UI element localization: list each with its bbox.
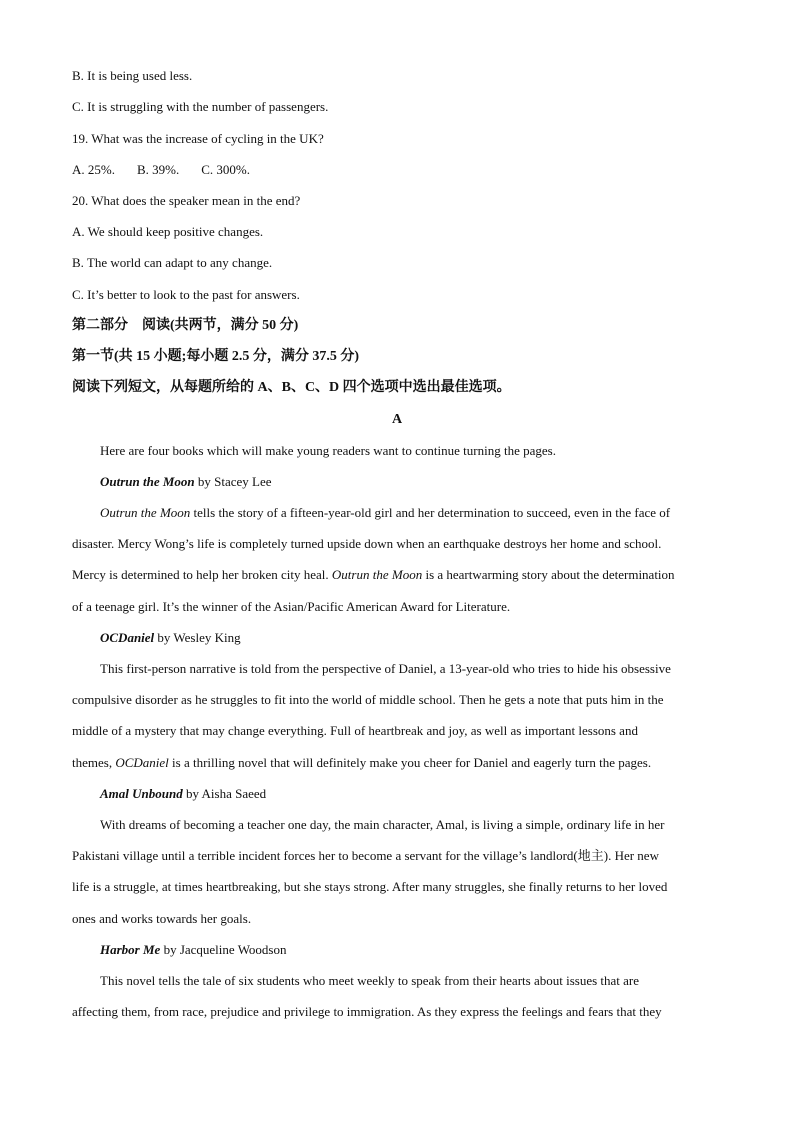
- part2-heading: 第二部分 阅读(共两节，满分 50 分): [72, 318, 299, 333]
- book1-line4: of a teenage girl. It’s the winner of the Asian/Pacific American Award for Literature.: [72, 599, 511, 614]
- passage-intro: Here are four books which will make young readers want to continue turning the pages.: [100, 443, 556, 458]
- q19-option-b: B. 39%.: [136, 162, 180, 177]
- book1-line3-text-b: is a heartwarming story about the determination: [422, 567, 675, 582]
- section1-heading: 第一节(共 15 小题;每小题 2.5 分，满分 37.5 分): [72, 349, 359, 364]
- book1-line3-text-a: Mercy is determined to help her broken city heal.: [72, 567, 332, 582]
- book3-author: by Aisha Saeed: [182, 786, 267, 801]
- book2-line1: This first-person narrative is told from the perspective of Daniel, a 13-year-old who tries to hide his obsessive: [100, 661, 671, 676]
- book4-line2: affecting them, from race, prejudice and privilege to immigration. As they express the feelings and fears that they: [72, 1004, 662, 1019]
- book1-line3-title: Outrun the Moon: [331, 567, 423, 582]
- book3-line1: With dreams of becoming a teacher one day, the main character, Amal, is living a simple, ordinary life in her: [100, 817, 665, 832]
- book3-heading: [100, 785, 722, 803]
- book2-line4-text-a: themes,: [72, 755, 116, 770]
- q19-option-a: A. 25%.: [72, 162, 115, 177]
- book1-line1-text: tells the story of a fifteen-year-old girl and her determination to succeed, even in the face of: [190, 505, 671, 520]
- book2-line2: compulsive disorder as he struggles to fit into the world of middle school. Then he gets a note that puts him in the: [72, 692, 664, 707]
- q19-question: 19. What was the increase of cycling in the UK?: [72, 131, 324, 146]
- book1-line1: [100, 504, 722, 522]
- q19-option-c: C. 300%.: [201, 162, 250, 177]
- book3-line2: Pakistani village until a terrible incident forces her to become a servant for the village’s landlord(地主). Her new: [72, 848, 659, 863]
- book1-line2: disaster. Mercy Wong’s life is completely turned upside down when an earthquake destroys her home and school.: [72, 536, 662, 551]
- q18-option-c: C. It is struggling with the number of passengers.: [72, 99, 329, 114]
- book4-author: by Jacqueline Woodson: [160, 942, 287, 957]
- book1-author: by Stacey Lee: [194, 474, 272, 489]
- reading-instruction: 阅读下列短文，从每题所给的 A、B、C、D 四个选项中选出最佳选项。: [72, 380, 511, 395]
- book3-line4: ones and works towards her goals.: [72, 911, 252, 926]
- book2-line3: middle of a mystery that may change everything. Full of heartbreak and joy, as well as important lessons and: [72, 723, 638, 738]
- book3-title: Amal Unbound: [100, 786, 183, 801]
- q19-options: [72, 161, 722, 179]
- book1-line3: [72, 566, 722, 584]
- q20-option-a: A. We should keep positive changes.: [72, 224, 264, 239]
- book1-heading: [100, 473, 722, 491]
- book2-heading: [100, 629, 722, 647]
- book4-line1: This novel tells the tale of six students who meet weekly to speak from their hearts about issues that are: [100, 973, 640, 988]
- book2-author: by Wesley King: [154, 630, 241, 645]
- book2-title: OCDaniel: [100, 630, 155, 645]
- q20-question: 20. What does the speaker mean in the end?: [72, 193, 301, 208]
- book2-line4: [72, 754, 722, 772]
- book4-heading: [100, 941, 722, 959]
- book2-line4-text-b: is a thrilling novel that will definitely make you cheer for Daniel and eagerly turn the pages.: [168, 755, 652, 770]
- book1-line1-title: Outrun the Moon: [100, 505, 191, 520]
- q18-option-b: B. It is being used less.: [72, 68, 193, 83]
- q20-option-b: B. The world can adapt to any change.: [72, 255, 273, 270]
- book3-line3: life is a struggle, at times heartbreaking, but she stays strong. After many struggles, she finally returns to her loved: [72, 879, 668, 894]
- book1-title: Outrun the Moon: [100, 474, 195, 489]
- book4-title: Harbor Me: [100, 942, 161, 957]
- book2-line4-title: OCDaniel: [115, 755, 169, 770]
- passage-letter: A: [391, 412, 403, 427]
- q20-option-c: C. It’s better to look to the past for answers.: [72, 287, 300, 302]
